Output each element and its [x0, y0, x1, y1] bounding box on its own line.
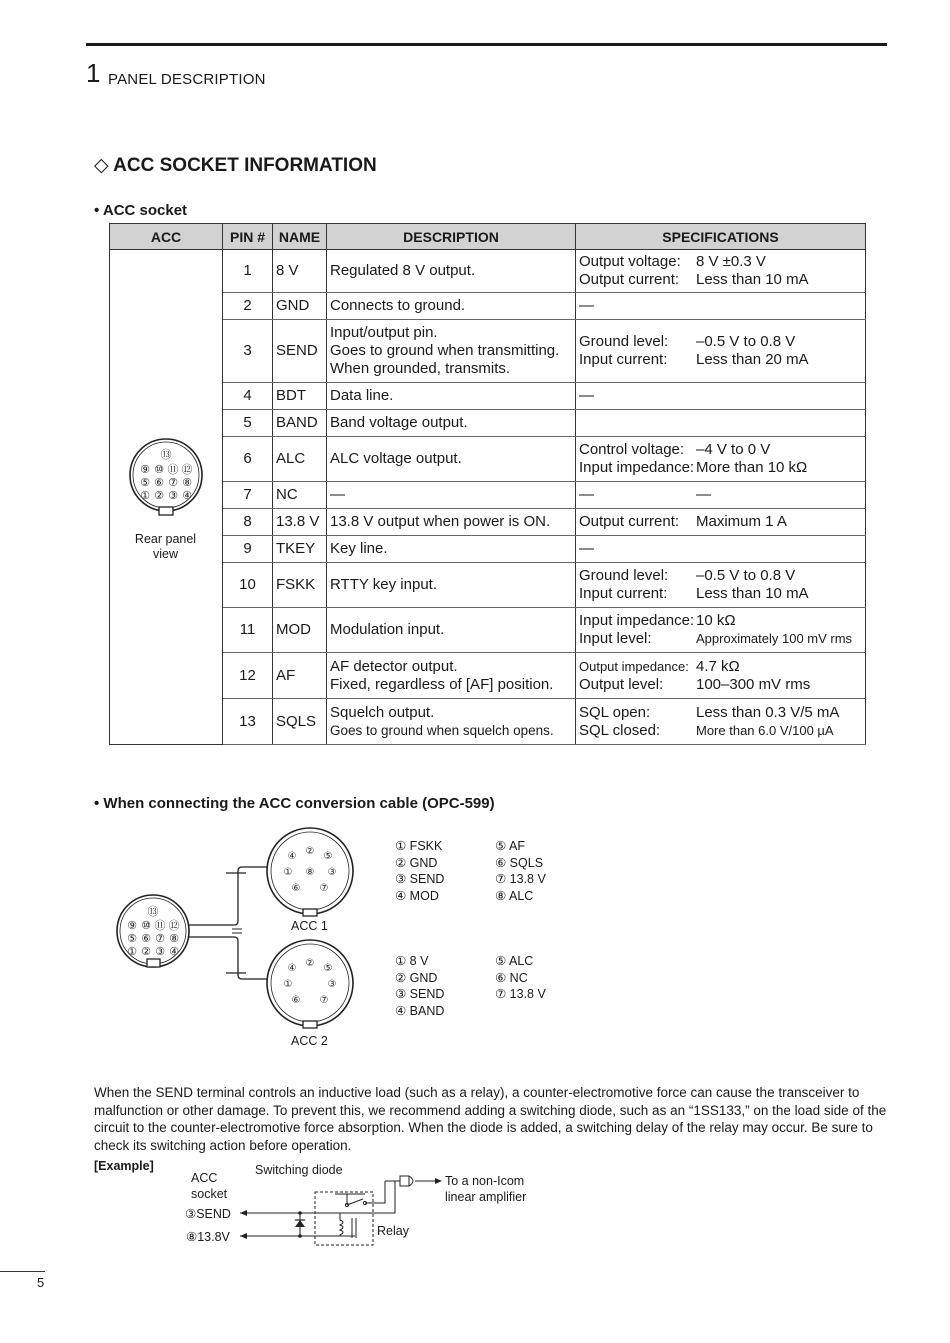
specifications-cell: [576, 250, 866, 293]
example-label: [Example]: [94, 1159, 154, 1173]
description-line: Band voltage output.: [330, 414, 468, 431]
svg-text:⑦: ⑦: [155, 932, 165, 945]
svg-text:⑩: ⑩: [141, 919, 151, 932]
svg-text:③: ③: [167, 489, 178, 502]
description-line: —: [330, 486, 345, 503]
pin-name-cell: NC: [273, 482, 327, 509]
spec-line: [579, 704, 862, 722]
svg-text:⑬: ⑬: [160, 448, 171, 461]
description-line: When grounded, transmits.: [330, 360, 511, 377]
acc2-pin-legend-left: [395, 953, 444, 1019]
legend-item: ⑤ ALC: [495, 954, 534, 968]
spec-value: More than 6.0 V/100 µA: [696, 722, 834, 738]
acc1-label: ACC 1: [291, 919, 328, 933]
svg-text:①: ①: [127, 945, 137, 958]
table-row: [110, 608, 866, 653]
pin-number-cell: 7: [223, 482, 273, 509]
spec-line: [579, 513, 862, 531]
description-cell: [327, 437, 576, 482]
description-line: 13.8 V output when power is ON.: [330, 513, 551, 530]
legend-item: ④ BAND: [395, 1003, 445, 1018]
description-line: Data line.: [330, 387, 394, 404]
spec-key: —: [579, 387, 594, 404]
socket-caption: [109, 532, 222, 562]
table-row: [110, 699, 866, 745]
example-acc-text: ACC: [191, 1171, 218, 1185]
spec-line: [579, 486, 862, 504]
legend-item: ③ SEND: [395, 987, 445, 1001]
spec-key: Input current:: [579, 585, 668, 602]
legend-item: ③ SEND: [395, 872, 445, 886]
spec-value: More than 10 kΩ: [696, 459, 808, 476]
footer-rule: [0, 1271, 45, 1272]
svg-text:②: ②: [141, 945, 151, 958]
svg-text:①: ①: [283, 979, 293, 990]
spec-key: Input impedance:: [579, 459, 695, 476]
description-cell: [327, 563, 576, 608]
svg-text:⑫: ⑫: [168, 919, 180, 932]
chapter-title: PANEL DESCRIPTION: [108, 71, 266, 88]
spec-value: 4.7 kΩ: [696, 657, 740, 675]
amplifier-line2: linear amplifier: [445, 1190, 527, 1204]
svg-text:⑤: ⑤: [127, 932, 137, 945]
chapter-number: 1: [86, 58, 101, 88]
svg-text:④: ④: [169, 945, 179, 958]
pin-number-cell: 5: [223, 410, 273, 437]
specifications-cell: [576, 699, 866, 745]
description-cell: [327, 250, 576, 293]
spec-key: Output voltage:: [579, 253, 681, 270]
spec-value: Maximum 1 A: [696, 513, 787, 530]
description-cell: [327, 699, 576, 745]
spec-key: Ground level:: [579, 333, 669, 350]
svg-text:⑥: ⑥: [291, 995, 301, 1006]
spec-line: [579, 297, 862, 315]
table-row: [110, 563, 866, 608]
spec-line: [579, 387, 862, 405]
spec-line: [579, 351, 862, 369]
svg-text:②: ②: [305, 846, 315, 857]
legend-item: ② GND: [395, 970, 438, 985]
description-line: Fixed, regardless of [AF] position.: [330, 675, 554, 693]
relay-label: Relay: [377, 1224, 409, 1238]
spec-key: —: [579, 540, 594, 557]
table-row: [110, 293, 866, 320]
legend-item: ⑧ ALC: [495, 888, 534, 903]
v138-label: ⑧13.8V: [186, 1230, 230, 1244]
svg-text:⑬: ⑬: [147, 905, 159, 918]
acc-socket-main-icon: [117, 895, 189, 967]
pin-number-cell: 2: [223, 293, 273, 320]
description-cell: [327, 293, 576, 320]
spec-value: –0.5 V to 0.8 V: [696, 567, 796, 584]
description-cell: [327, 536, 576, 563]
page-number: 5: [37, 1275, 45, 1290]
spec-key: SQL closed:: [579, 721, 661, 739]
spec-key: Output level:: [579, 675, 664, 693]
pin-name-cell: FSKK: [273, 563, 327, 608]
amplifier-line1: To a non-Icom: [445, 1174, 525, 1188]
acc1-pin-legend-right: [495, 838, 546, 904]
pin-number-cell: 13: [223, 699, 273, 745]
svg-text:②: ②: [305, 958, 315, 969]
spec-key: Control voltage:: [579, 441, 685, 458]
svg-text:⑤: ⑤: [139, 476, 150, 489]
pin-number-cell: 9: [223, 536, 273, 563]
specifications-cell: [576, 437, 866, 482]
svg-text:⑪: ⑪: [154, 919, 166, 932]
section-title: ◇ ACC SOCKET INFORMATION: [94, 155, 377, 176]
header-rule: [86, 43, 887, 46]
acc-socket-heading: • ACC socket: [94, 202, 188, 219]
table-row: [110, 509, 866, 536]
acc2-din-icon: [267, 940, 353, 1028]
pin-name-cell: ALC: [273, 437, 327, 482]
pin-name-cell: SQLS: [273, 699, 327, 745]
legend-item: ① 8 V: [395, 954, 429, 968]
spec-line: [579, 459, 862, 477]
table-row: [110, 536, 866, 563]
specifications-cell: [576, 320, 866, 383]
specifications-cell: [576, 509, 866, 536]
specifications-cell: [576, 608, 866, 653]
legend-item: ⑦ 13.8 V: [495, 872, 546, 886]
table-row: [110, 410, 866, 437]
acc2-label: ACC 2: [291, 1034, 328, 1048]
description-line: RTTY key input.: [330, 576, 437, 593]
pin-number-cell: 12: [223, 653, 273, 699]
pin-number-cell: 6: [223, 437, 273, 482]
spec-value: 8 V ±0.3 V: [696, 253, 766, 270]
spec-value: Less than 20 mA: [696, 351, 809, 368]
svg-text:⑦: ⑦: [167, 476, 178, 489]
pin-number-cell: 3: [223, 320, 273, 383]
pin-number-cell: 10: [223, 563, 273, 608]
description-line: Key line.: [330, 540, 388, 557]
col-name: NAME: [273, 224, 327, 250]
spec-key: SQL open:: [579, 703, 651, 721]
description-cell: [327, 509, 576, 536]
spec-line: [579, 612, 862, 630]
table-row: [110, 482, 866, 509]
pin-number-cell: 4: [223, 383, 273, 410]
description-line: Goes to ground when transmitting.: [330, 342, 560, 359]
send-label: ③SEND: [185, 1207, 231, 1221]
spec-value: Less than 10 mA: [696, 585, 809, 602]
description-line: AF detector output.: [330, 657, 458, 675]
spec-line: [579, 567, 862, 585]
spec-key: Input impedance:: [579, 612, 695, 629]
spec-value: –4 V to 0 V: [696, 441, 771, 458]
spec-value: Less than 0.3 V/5 mA: [696, 703, 840, 721]
pin-name-cell: AF: [273, 653, 327, 699]
spec-key: Output current:: [579, 271, 680, 288]
specifications-cell: [576, 563, 866, 608]
specifications-cell: [576, 410, 866, 437]
col-pin: PIN #: [223, 224, 273, 250]
table-header-row: [110, 224, 866, 250]
pin-name-cell: SEND: [273, 320, 327, 383]
pin-name-cell: BDT: [273, 383, 327, 410]
col-description: DESCRIPTION: [327, 224, 576, 250]
svg-text:③: ③: [327, 979, 337, 990]
pin-name-cell: GND: [273, 293, 327, 320]
acc1-pin-legend-left: [395, 838, 444, 904]
example-circuit-diagram: [235, 1170, 445, 1250]
description-line: Goes to ground when squelch opens.: [330, 722, 554, 738]
spec-line: [579, 676, 862, 694]
svg-text:⑧: ⑧: [169, 932, 179, 945]
legend-item: ⑥ SQLS: [495, 855, 544, 870]
svg-text:④: ④: [287, 851, 297, 862]
spec-value: 100–300 mV rms: [696, 675, 811, 693]
svg-text:⑥: ⑥: [141, 932, 151, 945]
svg-text:⑧: ⑧: [181, 476, 192, 489]
description-line: Modulation input.: [330, 621, 445, 638]
rear-socket-figure: [109, 433, 222, 562]
svg-text:⑤: ⑤: [323, 963, 333, 974]
spec-line: [579, 271, 862, 289]
svg-text:⑨: ⑨: [139, 463, 150, 476]
conversion-cable-heading: • When connecting the ACC conversion cable (OPC-599): [94, 795, 495, 812]
socket-caption-line2: view: [152, 547, 178, 561]
specifications-cell: [576, 293, 866, 320]
legend-item: ② GND: [395, 855, 438, 870]
svg-text:⑤: ⑤: [323, 851, 333, 862]
svg-text:⑩: ⑩: [153, 463, 164, 476]
spec-key: Ground level:: [579, 567, 669, 584]
pin-number-cell: 8: [223, 509, 273, 536]
pin-name-cell: TKEY: [273, 536, 327, 563]
spec-line: [579, 630, 862, 648]
svg-text:④: ④: [181, 489, 192, 502]
specifications-cell: [576, 536, 866, 563]
svg-text:②: ②: [153, 489, 164, 502]
svg-text:⑥: ⑥: [153, 476, 164, 489]
description-cell: [327, 482, 576, 509]
amplifier-label: [445, 1173, 526, 1205]
spec-value: Approximately 100 mV rms: [696, 631, 853, 646]
conversion-cable-diagram: [110, 825, 370, 1050]
pin-name-cell: 8 V: [273, 250, 327, 293]
svg-text:⑨: ⑨: [127, 919, 137, 932]
svg-text:⑦: ⑦: [319, 883, 329, 894]
svg-text:③: ③: [327, 867, 337, 878]
spec-key: —: [579, 297, 594, 314]
send-terminal-note: When the SEND terminal controls an inductive load (such as a relay), a counter-electromotive force can cause the transceiver to malfunction or other damage. To prevent this, we recommend adding a switching diode, such as an “1SS133,” on the load side of the circuit to the counter-electromotive force absorption. When the diode is added, a switching delay of the relay may occur. Be sure to check its switching action before operation.: [94, 1085, 887, 1153]
svg-text:①: ①: [139, 489, 150, 502]
acc-pin-table: [109, 223, 866, 745]
svg-text:⑧: ⑧: [305, 867, 315, 878]
description-cell: [327, 653, 576, 699]
spec-line: [579, 722, 862, 740]
description-cell: [327, 410, 576, 437]
svg-text:①: ①: [283, 867, 293, 878]
spec-value: —: [696, 486, 711, 503]
svg-text:⑪: ⑪: [167, 463, 178, 476]
spec-value: –0.5 V to 0.8 V: [696, 333, 796, 350]
description-line: Squelch output.: [330, 703, 435, 721]
description-line: ALC voltage output.: [330, 450, 462, 467]
description-line: Connects to ground.: [330, 297, 466, 314]
pin-number-cell: 11: [223, 608, 273, 653]
description-line: Input/output pin.: [330, 324, 438, 341]
acc1-din-icon: [267, 828, 353, 916]
spec-key: Output current:: [579, 513, 680, 530]
table-row: [110, 320, 866, 383]
legend-item: ④ MOD: [395, 888, 439, 903]
pin-name-cell: 13.8 V: [273, 509, 327, 536]
example-socket-text: socket: [191, 1187, 228, 1201]
spec-line: [579, 585, 862, 603]
switching-diode-label: Switching diode: [255, 1163, 343, 1177]
svg-text:④: ④: [287, 963, 297, 974]
specifications-cell: [576, 383, 866, 410]
description-line: Regulated 8 V output.: [330, 262, 476, 279]
socket-caption-line1: Rear panel: [134, 532, 197, 546]
pin-name-cell: MOD: [273, 608, 327, 653]
acc-socket-icon: [116, 433, 216, 523]
spec-key: Input level:: [579, 630, 652, 647]
description-cell: [327, 608, 576, 653]
pin-number-cell: 1: [223, 250, 273, 293]
svg-text:⑦: ⑦: [319, 995, 329, 1006]
spec-line: [579, 540, 862, 558]
specifications-cell: [576, 653, 866, 699]
legend-item: ① FSKK: [395, 839, 443, 853]
table-row: [110, 383, 866, 410]
spec-key: Input current:: [579, 351, 668, 368]
spec-line: [579, 658, 862, 676]
table-row: [110, 653, 866, 699]
description-cell: [327, 320, 576, 383]
specifications-cell: [576, 482, 866, 509]
spec-value: 10 kΩ: [696, 612, 736, 629]
col-specifications: SPECIFICATIONS: [576, 224, 866, 250]
legend-item: ⑦ 13.8 V: [495, 987, 546, 1001]
spec-line: [579, 441, 862, 459]
spec-key: —: [579, 486, 594, 503]
col-acc: ACC: [110, 224, 223, 250]
pin-name-cell: BAND: [273, 410, 327, 437]
legend-item: ⑤ AF: [495, 839, 525, 853]
legend-item: ⑥ NC: [495, 970, 528, 985]
table-row: [110, 250, 866, 293]
example-acc-socket-label: [191, 1170, 227, 1202]
spec-line: [579, 333, 862, 351]
spec-key: Output impedance:: [579, 658, 689, 674]
acc2-pin-legend-right: [495, 953, 546, 1003]
svg-text:⑫: ⑫: [181, 463, 192, 476]
svg-text:③: ③: [155, 945, 165, 958]
description-cell: [327, 383, 576, 410]
svg-text:⑥: ⑥: [291, 883, 301, 894]
spec-line: [579, 253, 862, 271]
spec-value: Less than 10 mA: [696, 271, 809, 288]
table-row: [110, 437, 866, 482]
